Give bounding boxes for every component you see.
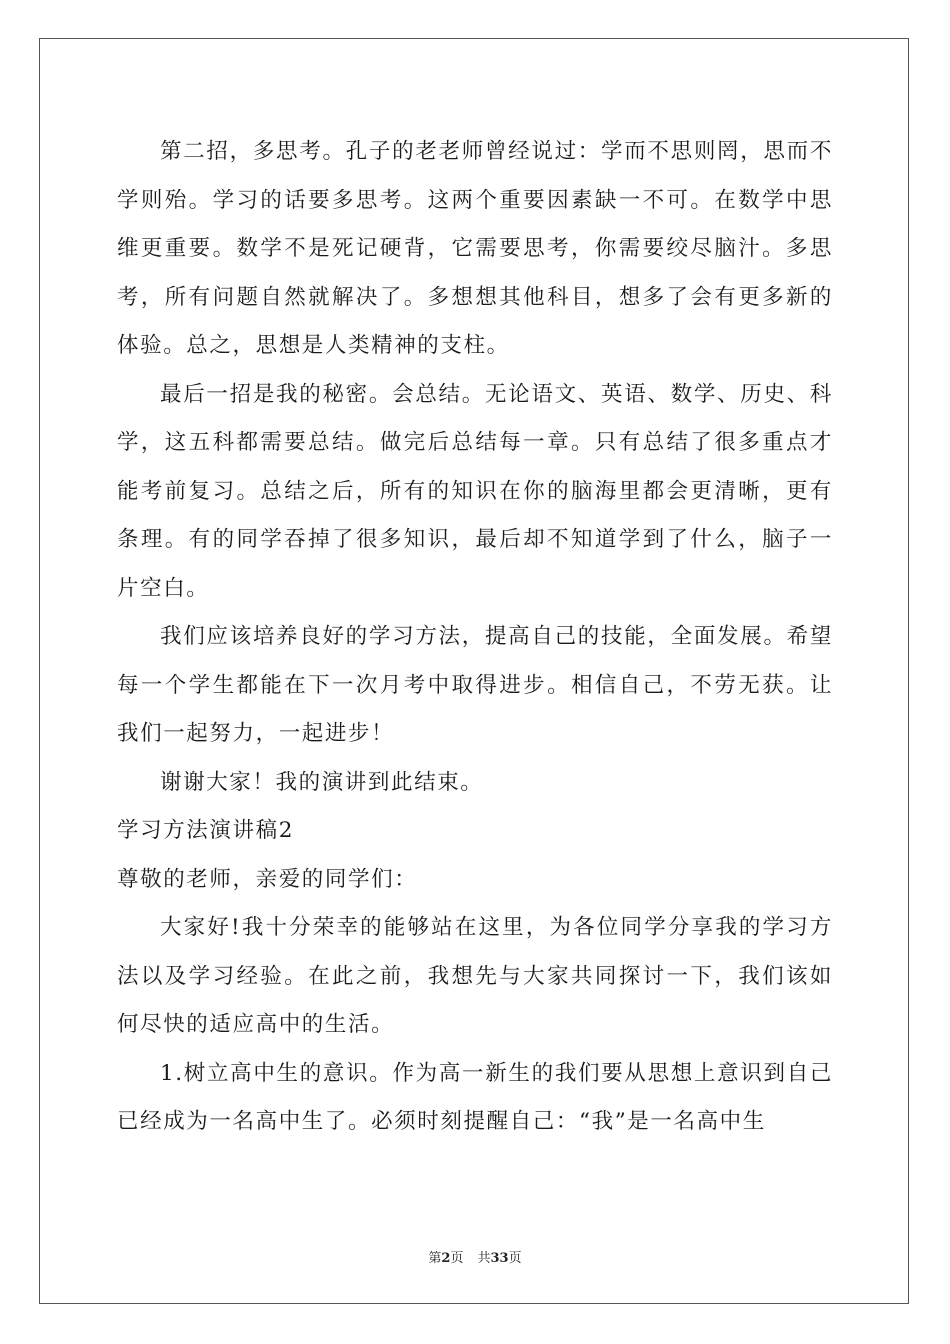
footer-page-suffix: 页 [450,1251,464,1266]
paragraph-conclusion: 我们应该培养良好的学习方法，提高自己的技能，全面发展。希望每一个学生都能在下一次月考中取得进步。相信自己，不劳无获。让我们一起努力，一起进步！ [117,624,833,746]
section-title: 学习方法演讲稿2 [117,818,294,843]
paragraph-greeting: 大家好!我十分荣幸的能够站在这里，为各位同学分享我的学习方法以及学习经验。在此之前，我想先与大家共同探讨一下，我们该如何尽快的适应高中的生活。 [117,915,833,1037]
footer-total-prefix: 共 [477,1251,491,1266]
paragraph-point-1: 1.树立高中生的意识。作为高一新生的我们要从思想上意识到自己已经成为一名高中生了。必须时刻提醒自己：“我”是一名高中生 [117,1060,833,1134]
paragraph-summarize: 最后一招是我的秘密。会总结。无论语文、英语、数学、历史、科学，这五科都需要总结。做完后总结每一章。只有总结了很多重点才能考前复习。总结之后，所有的知识在你的脑海里都会更清晰，更有条理。有的同学吞掉了很多知识，最后却不知道学到了什么，脑子一片空白。 [117,381,833,601]
footer-total-suffix: 页 [508,1251,522,1266]
paragraph-think-more: 第二招，多思考。孔子的老老师曾经说过：学而不思则罔，思而不学则殆。学习的话要多思考。这两个重要因素缺一不可。在数学中思维更重要。数学不是死记硬背，它需要思考，你需要绞尽脑汁。多思考，所有问题自然就解决了。多想想其他科目，想多了会有更多新的体验。总之，思想是人类精神的支柱。 [117,139,833,358]
footer-total-pages: 33 [490,1251,509,1266]
footer-page-number: 2 [441,1251,451,1266]
document-body [117,128,833,1147]
footer-page-prefix: 第 [428,1251,442,1266]
paragraph-thanks: 谢谢大家！我的演讲到此结束。 [160,769,484,795]
page-footer [0,1247,950,1266]
salutation: 尊敬的老师，亲爱的同学们： [117,866,418,892]
